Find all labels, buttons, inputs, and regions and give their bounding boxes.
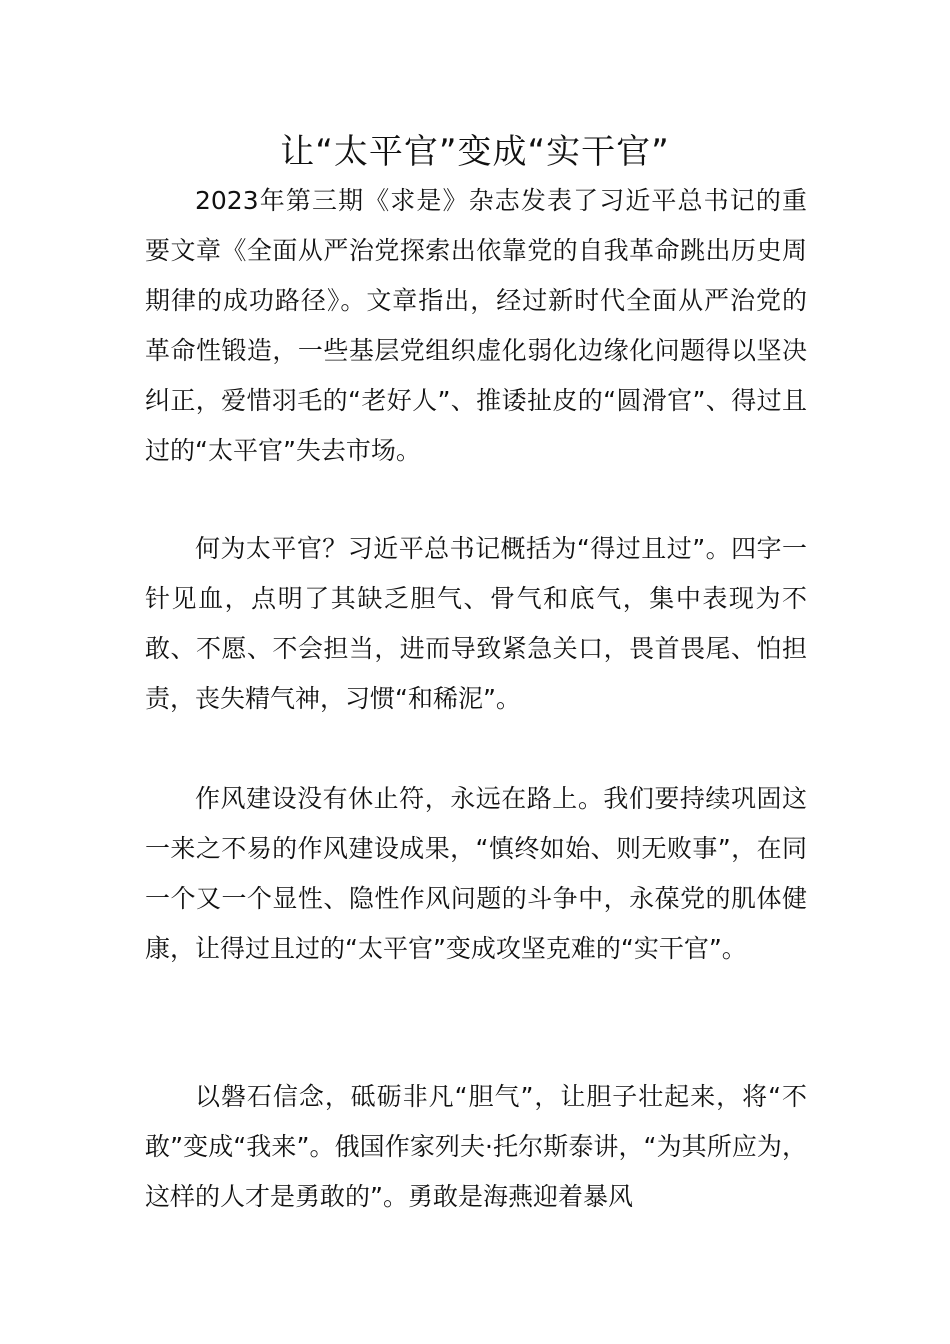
document-title: 让“太平官”变成“实干官”: [280, 132, 670, 172]
paragraph-2: 何为太平官？习近平总书记概括为“得过且过”。四字一针见血，点明了其缺乏胆气、骨气和底气，集中表现为不敢、不愿、不会担当，进而导致紧急关口，畏首畏尾、怕担责，丧失精气神，习惯“和稀泥”。: [145, 534, 807, 713]
paragraph-4: 以磐石信念，砥砺非凡“胆气”，让胆子壮起来，将“不敢”变成“我来”。俄国作家列夫·托尔斯泰讲，“为其所应为，这样的人才是勇敢的”。勇敢是海燕迎着暴风: [145, 1082, 807, 1211]
paragraph-1: 2023年第三期《求是》杂志发表了习近平总书记的重要文章《全面从严治党探索出依靠党的自我革命跳出历史周期律的成功路径》。文章指出，经过新时代全面从严治党的革命性锻造，一些基层党组织虚化弱化边缘化问题得以坚决纠正，爱惜羽毛的“老好人”、推诿扯皮的“圆滑官”、得过且过的“太平官”失去市场。: [145, 186, 807, 465]
paragraph-3: 作风建设没有休止符，永远在路上。我们要持续巩固这一来之不易的作风建设成果，“慎终如始、则无败事”，在同一个又一个显性、隐性作风问题的斗争中，永葆党的肌体健康，让得过且过的“太平官”变成攻坚克难的“实干官”。: [145, 784, 807, 963]
